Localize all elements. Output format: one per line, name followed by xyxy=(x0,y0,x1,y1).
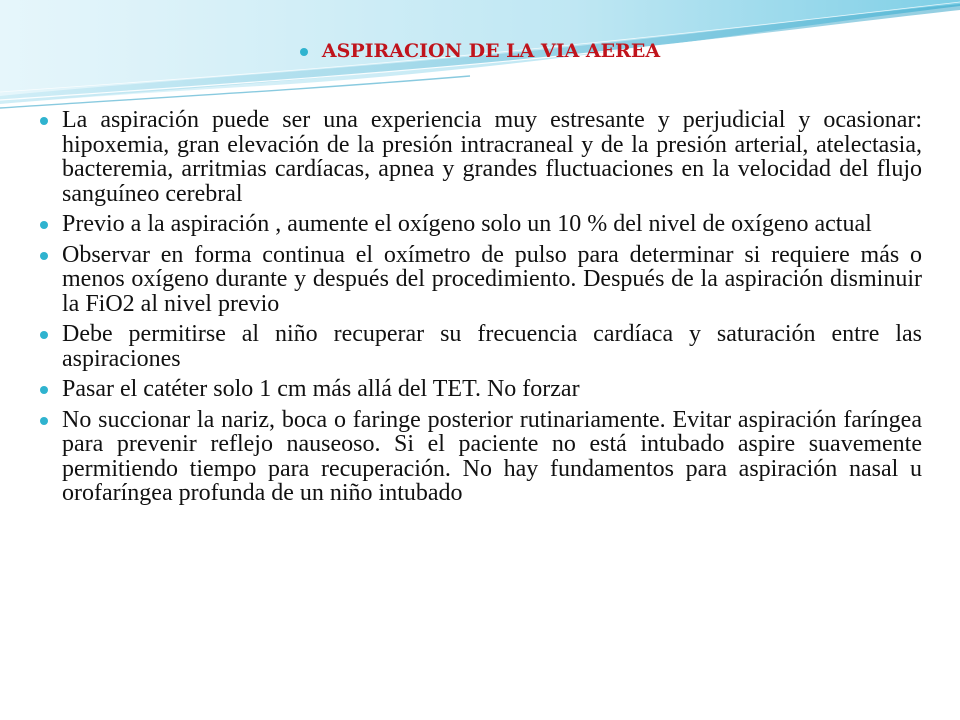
bullet-list xyxy=(40,108,922,512)
bullet-icon xyxy=(40,331,48,339)
slide-title-text: ASPIRACION DE LA VIA AEREA xyxy=(321,40,661,62)
list-item-text: No succionar la nariz, boca o faringe posterior rutinariamente. Evitar aspiración faríngea para prevenir reflejo nauseoso. Si el paciente no está intubado aspire suavemente permitiendo tiempo para recuperación. No hay fundamentos para aspiración nasal u orofaríngea profunda de un niño intubado xyxy=(62,406,922,506)
list-item xyxy=(40,377,922,402)
bullet-icon xyxy=(40,252,48,260)
list-item-text: La aspiración puede ser una experiencia muy estresante y perjudicial y ocasionar: hipoxemia, gran elevación de la presión intracraneal y de la presión arterial, atelectasia, bacteremia, arritmias cardíacas, apnea y grandes fluctuaciones en la velocidad del flujo sanguíneo cerebral xyxy=(62,107,922,207)
list-item xyxy=(40,243,922,317)
slide-title xyxy=(300,40,660,62)
list-item-text: Pasar el catéter solo 1 cm más allá del TET. No forzar xyxy=(62,376,580,402)
list-item xyxy=(40,322,922,371)
list-item-text: Debe permitirse al niño recuperar su frecuencia cardíaca y saturación entre las aspiraciones xyxy=(62,321,922,372)
list-item xyxy=(40,408,922,506)
list-item xyxy=(40,108,922,206)
list-item-text: Previo a la aspiración , aumente el oxígeno solo un 10 % del nivel de oxígeno actual xyxy=(62,211,872,237)
bullet-icon xyxy=(40,117,48,125)
bullet-icon xyxy=(40,221,48,229)
list-item xyxy=(40,212,922,237)
title-row xyxy=(0,40,960,62)
bullet-icon xyxy=(40,386,48,394)
title-bullet-icon xyxy=(300,48,308,56)
list-item-text: Observar en forma continua el oxímetro de pulso para determinar si requiere más o menos oxígeno durante y después del procedimiento. Después de la aspiración disminuir la FiO2 al nivel previo xyxy=(62,241,922,317)
bullet-icon xyxy=(40,417,48,425)
